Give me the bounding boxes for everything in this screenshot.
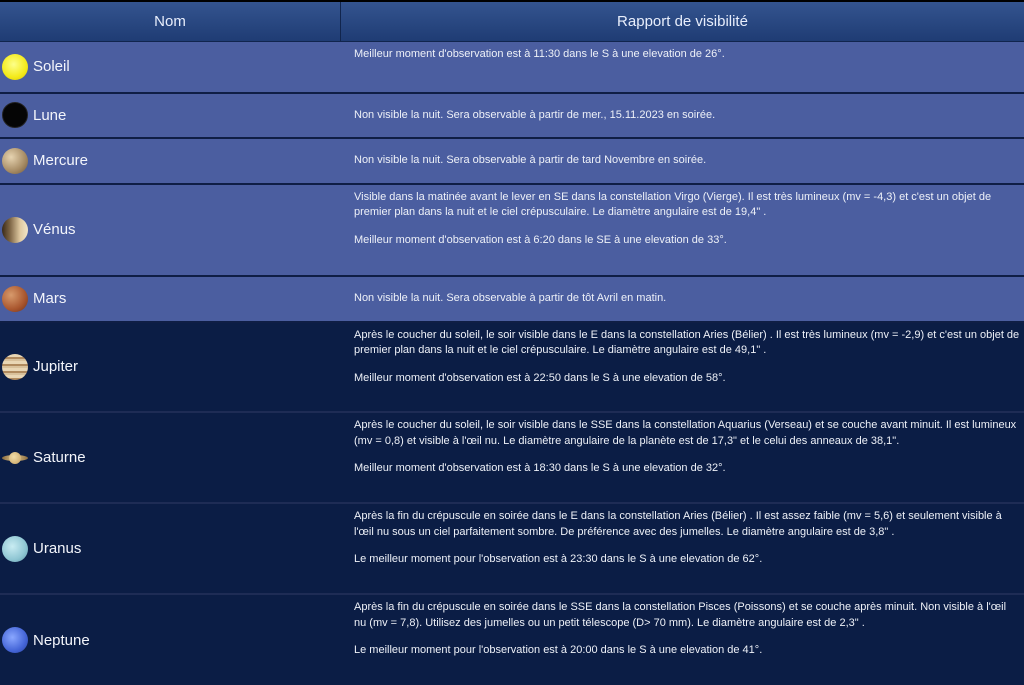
report-text: Non visible la nuit. Sera observable à partir de tôt Avril en matin. — [354, 291, 667, 304]
jupiter-icon — [2, 354, 28, 380]
planet-name: Saturne — [33, 449, 86, 467]
planet-name: Uranus — [33, 540, 82, 558]
report-text: Le meilleur moment pour l'observation est à 20:00 dans le S à une elevation de 41°. — [354, 644, 763, 657]
report-cell — [342, 595, 1024, 685]
report-cell — [342, 504, 1024, 593]
planet-name: Soleil — [33, 58, 70, 76]
name-cell — [0, 323, 342, 412]
name-cell — [0, 504, 342, 593]
table-row[interactable] — [0, 323, 1024, 414]
report-text: Meilleur moment d'observation est à 6:20 dans le SE à une elevation de 33°. — [354, 233, 727, 246]
planet-name: Lune — [33, 106, 67, 124]
planet-name: Neptune — [33, 631, 90, 649]
report-text: Après le coucher du soleil, le soir visible dans le SSE dans la constellation Aquarius (Verseau) et se couche avant minuit. Il est lumineux (mv = 0,8) et visible à l'œil nu. Le diamètre angulaire de la planète est de 17,3" et le celui des anneaux de 38,1". — [354, 419, 1017, 447]
table-row[interactable] — [0, 595, 1024, 685]
report-text: Meilleur moment d'observation est à 22:50 dans le S à une elevation de 58°. — [354, 371, 726, 384]
mercury-icon — [2, 148, 28, 174]
neptune-icon — [2, 627, 28, 653]
report-cell — [342, 323, 1024, 412]
report-cell — [342, 94, 1024, 137]
name-cell — [0, 413, 342, 502]
planet-name: Vénus — [33, 221, 76, 239]
table-row[interactable] — [0, 277, 1024, 323]
column-header-report[interactable]: Rapport de visibilité — [617, 12, 748, 30]
report-text: Après la fin du crépuscule en soirée dans le SSE dans la constellation Pisces (Poissons) et se couche après minuit. Non visible à l'œil nu (mv = 7,8). Utilisez des jumelles ou un petit télescope (D> 70 mm). Le diamètre angulaire est de 2,3" . — [354, 601, 1007, 629]
name-cell — [0, 595, 342, 685]
sun-icon — [2, 54, 28, 80]
report-text: Après la fin du crépuscule en soirée dans le E dans la constellation Aries (Bélier) . Il est assez faible (mv = 5,6) et seulement visible à l'œil nu sous un ciel parfaitement sombre. De préférence avec des jumelles. Le diamètre angulaire est de 3,8" . — [354, 510, 1002, 538]
report-text: Non visible la nuit. Sera observable à partir de mer., 15.11.2023 en soirée. — [354, 108, 716, 121]
name-cell — [0, 139, 342, 183]
moon-icon — [2, 102, 28, 128]
report-cell — [342, 277, 1024, 321]
table-row[interactable] — [0, 139, 1024, 185]
report-cell — [342, 413, 1024, 502]
table-row[interactable] — [0, 94, 1024, 139]
table-row[interactable] — [0, 413, 1024, 504]
venus-icon — [2, 217, 28, 243]
planet-name: Jupiter — [33, 358, 79, 376]
table-row[interactable] — [0, 504, 1024, 595]
saturn-icon — [2, 445, 28, 471]
report-text: Après le coucher du soleil, le soir visible dans le E dans la constellation Aries (Bélier) . Il est très lumineux (mv = -2,9) et c'est un objet de premier plan dans la nuit et le ciel crépusculaire. Le diamètre angulaire est de 49,1" . — [354, 328, 1020, 357]
table-header — [0, 2, 1024, 42]
report-text: Meilleur moment d'observation est à 11:30 dans le S à une elevation de 26°. — [354, 47, 725, 60]
report-text: Non visible la nuit. Sera observable à partir de tard Novembre en soirée. — [354, 154, 707, 167]
planet-name: Mars — [33, 290, 67, 308]
report-cell — [342, 139, 1024, 183]
uranus-icon — [2, 536, 28, 562]
name-cell — [0, 94, 342, 137]
report-text: Le meilleur moment pour l'observation est à 23:30 dans le S à une elevation de 62°. — [354, 553, 763, 566]
planet-name: Mercure — [33, 152, 89, 170]
table-row[interactable] — [0, 185, 1024, 277]
name-cell — [0, 277, 342, 321]
report-cell — [342, 42, 1024, 92]
report-text: Meilleur moment d'observation est à 18:30 dans le S à une elevation de 32°. — [354, 462, 726, 475]
mars-icon — [2, 286, 28, 312]
report-text: Visible dans la matinée avant le lever en SE dans la constellation Virgo (Vierge). Il est très lumineux (mv = -4,3) et c'est un objet de premier plan dans la nuit et le ciel crépusculaire. Le diamètre angulaire est de 19,4" . — [354, 190, 992, 219]
table-row[interactable] — [0, 42, 1024, 94]
column-header-name[interactable]: Nom — [0, 2, 341, 41]
name-cell — [0, 42, 342, 92]
name-cell — [0, 185, 342, 275]
report-cell — [342, 185, 1024, 275]
